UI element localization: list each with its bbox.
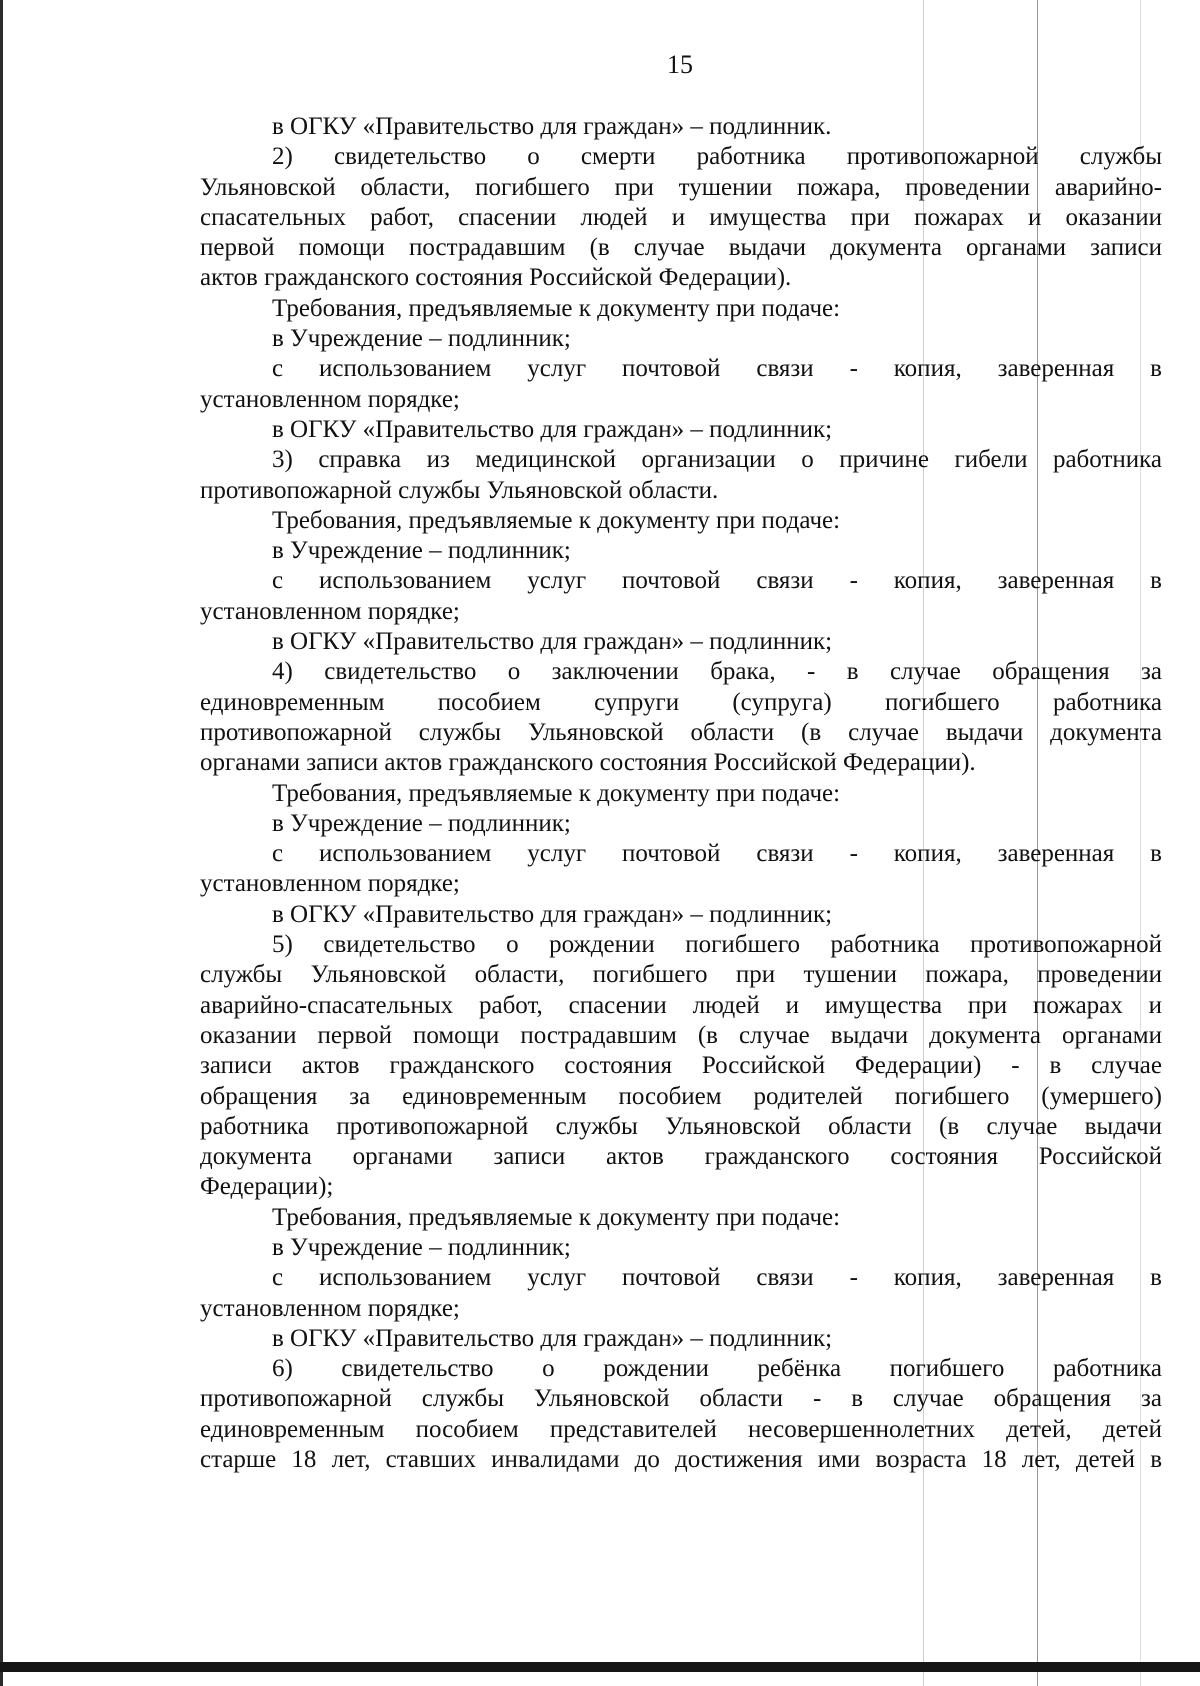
text-line: обращения за единовременным пособием родителей погибшего (умершего) — [200, 1082, 1162, 1110]
text-line: установленном порядке; — [200, 385, 460, 413]
scan-bottom-edge — [0, 1662, 1200, 1672]
text-line: работника противопожарной службы Ульяновской области (в случае выдачи — [200, 1112, 1162, 1140]
text-line: в Учреждение – подлинник; — [272, 1233, 571, 1261]
text-line: в ОГКУ «Правительство для граждан» – подлинник; — [272, 415, 833, 443]
text-line: установленном порядке; — [200, 1294, 460, 1322]
document-body — [200, 112, 1162, 1475]
text-line: в ОГКУ «Правительство для граждан» – подлинник; — [272, 1324, 833, 1352]
text-line: в ОГКУ «Правительство для граждан» – подлинник; — [272, 628, 833, 656]
text-line: с использованием услуг почтовой связи - копия, заверенная в — [272, 355, 1162, 383]
text-line: в Учреждение – подлинник; — [272, 537, 571, 565]
text-line: оказании первой помощи пострадавшим (в случае выдачи документа органами — [200, 1021, 1162, 1049]
text-line: с использованием услуг почтовой связи - копия, заверенная в — [272, 567, 1162, 595]
text-line: противопожарной службы Ульяновской области - в случае обращения за — [200, 1385, 1162, 1413]
text-line: с использованием услуг почтовой связи - копия, заверенная в — [272, 840, 1162, 868]
text-line: в ОГКУ «Правительство для граждан» – подлинник; — [272, 900, 833, 928]
text-line: первой помощи пострадавшим (в случае выдачи документа органами записи — [200, 234, 1162, 262]
text-line: единовременным пособием представителей несовершеннолетних детей, детей — [200, 1415, 1162, 1443]
text-line: документа органами записи актов гражданского состояния Российской — [200, 1143, 1162, 1171]
text-line: Требования, предъявляемые к документу при подаче: — [272, 779, 841, 807]
text-line: в Учреждение – подлинник; — [272, 809, 571, 837]
text-line: Требования, предъявляемые к документу при подаче: — [272, 1203, 841, 1231]
text-line: органами записи актов гражданского состояния Российской Федерации). — [200, 749, 976, 777]
text-line: противопожарной службы Ульяновской области. — [200, 476, 719, 504]
text-line: противопожарной службы Ульяновской области (в случае выдачи документа — [200, 718, 1162, 746]
text-line: в ОГКУ «Правительство для граждан» – подлинник. — [272, 113, 832, 140]
text-line: 6) свидетельство о рождении ребёнка погибшего работника — [272, 1355, 1162, 1383]
text-line: с использованием услуг почтовой связи - копия, заверенная в — [272, 1264, 1162, 1292]
text-line: единовременным пособием супруги (супруга) погибшего работника — [200, 688, 1162, 716]
text-line: актов гражданского состояния Российской Федерации). — [200, 264, 792, 292]
scan-left-edge — [0, 0, 3, 1686]
text-line: Требования, предъявляемые к документу при подаче: — [272, 506, 841, 534]
text-line: в Учреждение – подлинник; — [272, 325, 571, 353]
text-line: старше 18 лет, ставших инвалидами до достижения ими возраста 18 лет, детей в — [200, 1446, 1162, 1474]
text-line: службы Ульяновской области, погибшего при тушении пожара, проведении — [200, 961, 1162, 989]
text-line: 5) свидетельство о рождении погибшего работника противопожарной — [272, 931, 1162, 959]
text-line: Требования, предъявляемые к документу при подаче: — [272, 294, 841, 322]
text-line: аварийно-спасательных работ, спасении людей и имущества при пожарах и — [200, 991, 1162, 1019]
text-line: Ульяновской области, погибшего при тушении пожара, проведении аварийно- — [200, 173, 1162, 201]
text-line: Федерации); — [200, 1173, 334, 1201]
text-line: 3) справка из медицинской организации о причине гибели работника — [272, 446, 1162, 474]
text-line: записи актов гражданского состояния Российской Федерации) - в случае — [200, 1052, 1162, 1080]
text-line: 2) свидетельство о смерти работника противопожарной службы — [272, 143, 1162, 171]
text-line: установленном порядке; — [200, 597, 460, 625]
text-line: спасательных работ, спасении людей и имущества при пожарах и оказании — [200, 203, 1162, 231]
page-number: 15 — [667, 50, 693, 79]
text-line: установленном порядке; — [200, 870, 460, 898]
text-line: 4) свидетельство о заключении брака, - в случае обращения за — [272, 658, 1162, 686]
